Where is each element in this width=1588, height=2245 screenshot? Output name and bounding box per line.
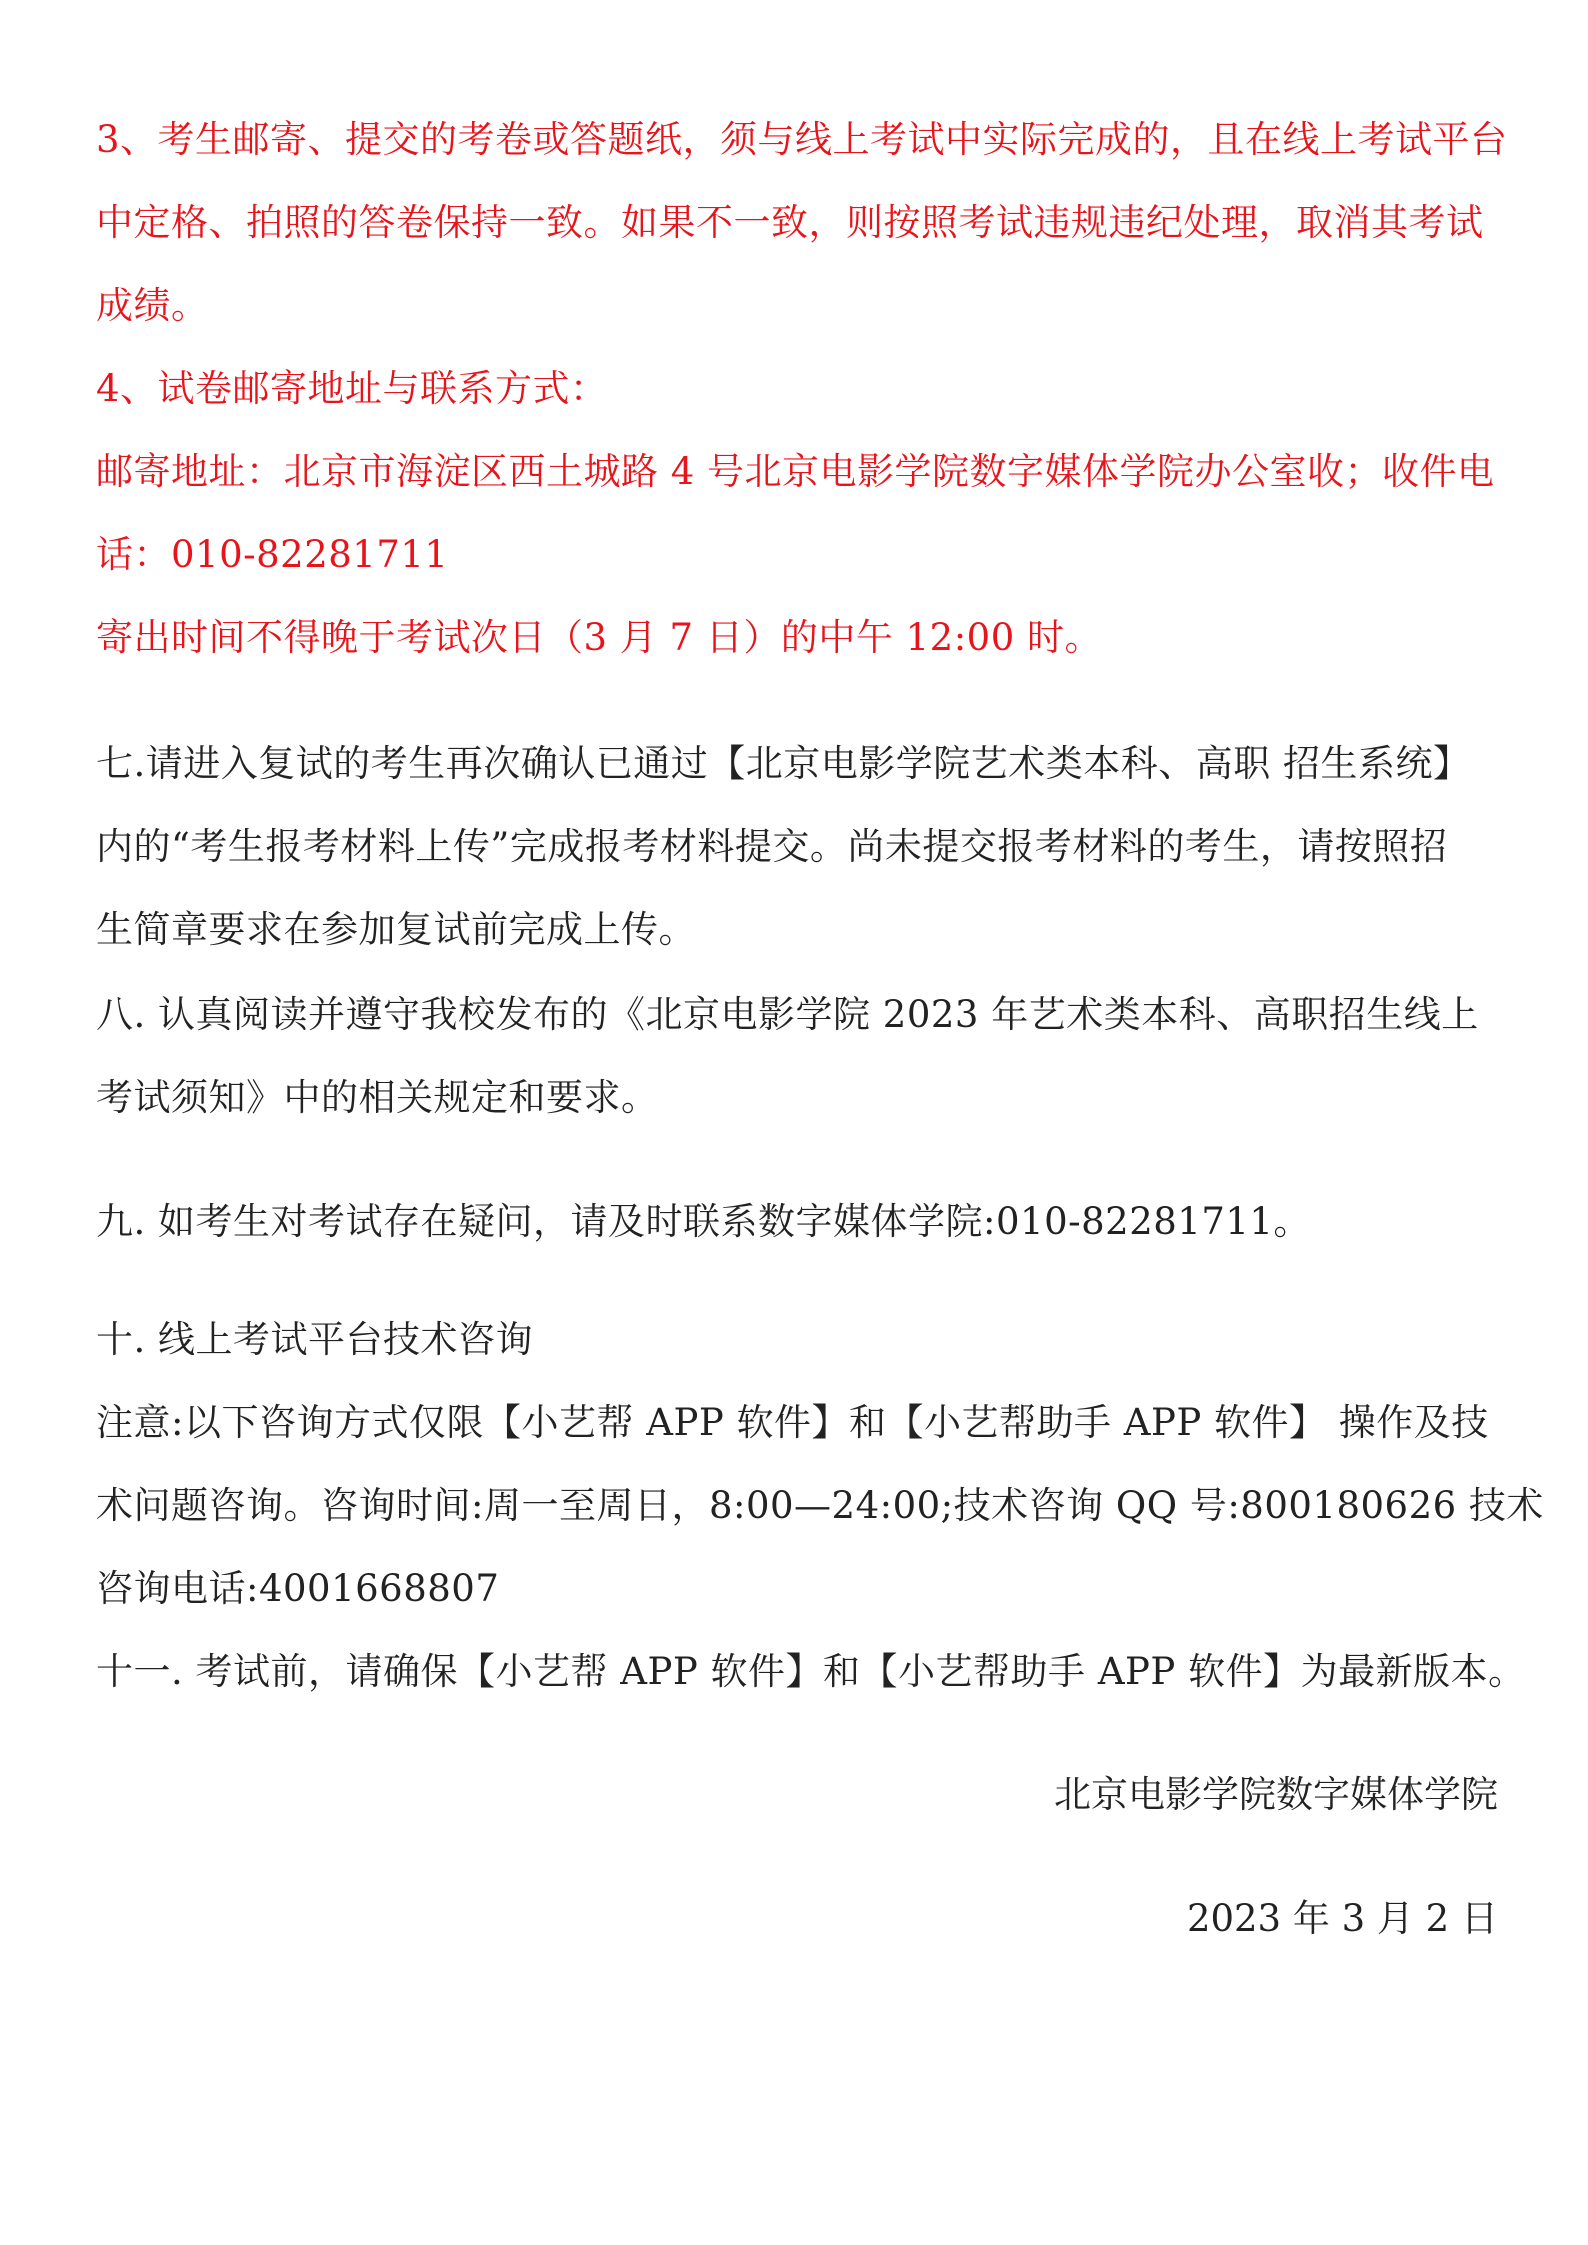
text-line: 生简章要求在参加复试前完成上传。 xyxy=(96,908,696,951)
section-8 xyxy=(96,973,1496,1139)
text-line: 寄出时间不得晚于考试次日（3 月 7 日）的中午 12:00 时。 xyxy=(96,616,1103,659)
section-7 xyxy=(96,722,1496,971)
signature-date: 2023 年 3 月 2 日 xyxy=(1186,1897,1498,1940)
signature-organization: 北京电影学院数字媒体学院 xyxy=(1054,1773,1498,1816)
text-line: 考试须知》中的相关规定和要求。 xyxy=(96,1076,659,1119)
text-line: 4、试卷邮寄地址与联系方式： xyxy=(96,367,608,410)
text-line: 十. 线上考试平台技术咨询 xyxy=(96,1318,534,1361)
text-line: 话：010-82281711 xyxy=(96,533,449,576)
text-line: 内的“考生报考材料上传”完成报考材料提交。尚未提交报考材料的考生，请按照招 xyxy=(96,825,1448,868)
text-line: 七.请进入复试的考生再次确认已通过【北京电影学院艺术类本科、高职 招生系统】 xyxy=(96,742,1471,785)
text-line: 邮寄地址：北京市海淀区西土城路 4 号北京电影学院数字媒体学院办公室收；收件电 xyxy=(96,450,1495,493)
text-line: 咨询电话:4001668807 xyxy=(96,1567,500,1610)
text-line: 八. 认真阅读并遵守我校发布的《北京电影学院 2023 年艺术类本科、高职招生线上 xyxy=(96,993,1479,1036)
red-note-item-3 xyxy=(96,98,1508,347)
section-11 xyxy=(96,1630,1526,1713)
text-line: 成绩。 xyxy=(96,284,209,327)
text-line: 注意:以下咨询方式仅限【小艺帮 APP 软件】和【小艺帮助手 APP 软件】 操作及技 xyxy=(96,1401,1489,1444)
text-line: 九. 如考生对考试存在疑问，请及时联系数字媒体学院:010-82281711。 xyxy=(96,1200,1311,1243)
text-line: 3、考生邮寄、提交的考卷或答题纸，须与线上考试中实际完成的，且在线上考试平台 xyxy=(96,118,1508,161)
text-line: 术问题咨询。咨询时间:周一至周日，8:00—24:00;技术咨询 QQ 号:800180626 技术 xyxy=(96,1484,1544,1527)
section-10 xyxy=(96,1298,1544,1630)
red-note-item-4 xyxy=(96,347,1496,679)
text-line: 中定格、拍照的答卷保持一致。如果不一致，则按照考试违规违纪处理，取消其考试 xyxy=(96,201,1484,244)
text-line: 十一. 考试前，请确保【小艺帮 APP 软件】和【小艺帮助手 APP 软件】为最新版本。 xyxy=(96,1650,1526,1693)
section-9 xyxy=(96,1180,1496,1263)
